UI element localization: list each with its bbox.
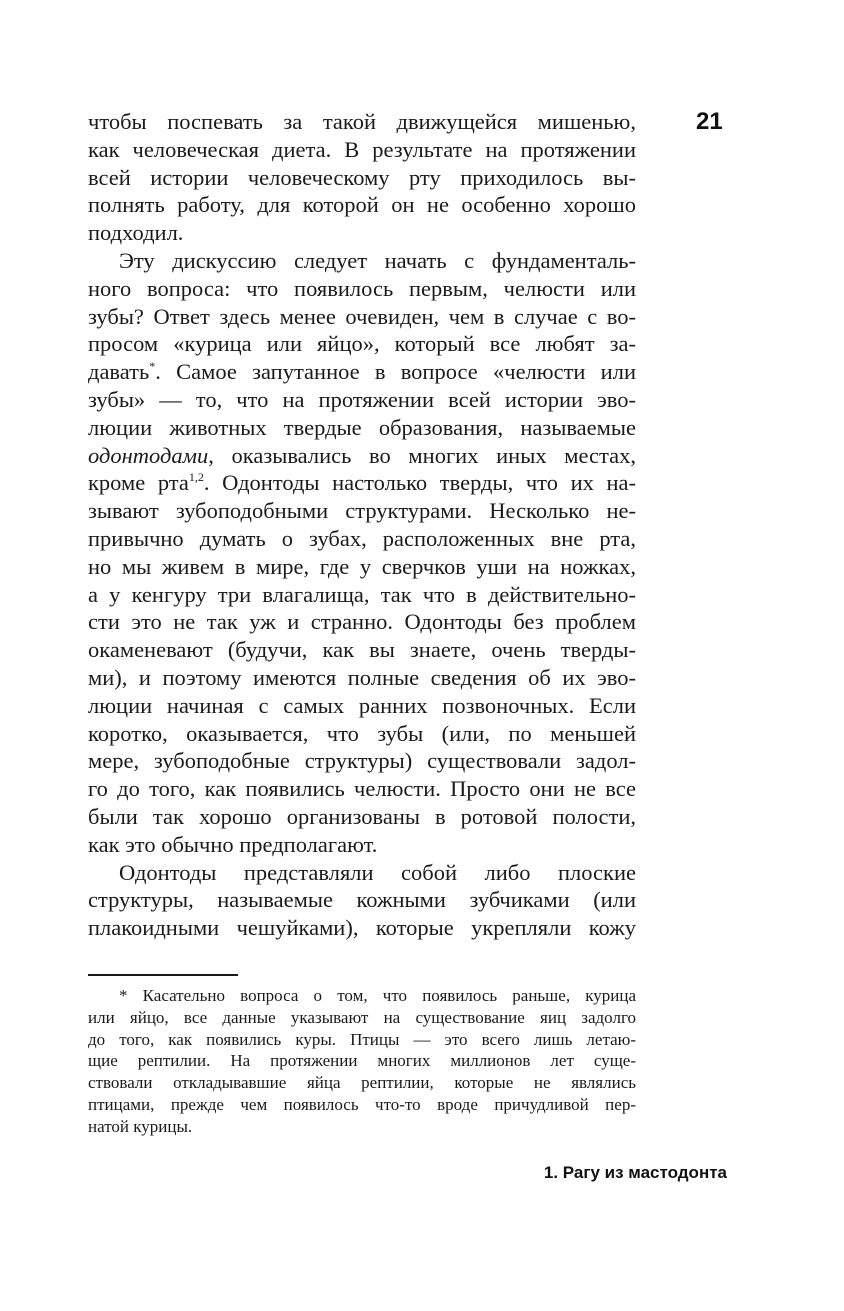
reference-marker: 1,2 [188, 470, 204, 485]
footnote-line: * Касательно вопроса о том, что появилось раньше, курица [119, 986, 636, 1005]
body-line: плакоидными чешуйками), которые укрепляли кожу [88, 915, 636, 941]
body-line: зубы» — то, что на протяжении всей истории эво- [88, 386, 636, 412]
line-text: кроме рта [88, 470, 189, 496]
line-text: . Одонтоды настолько тверды, что их на- [203, 470, 636, 496]
footnote-line: птицами, прежде чем появилось что-то вроде причудливой пер- [88, 1094, 636, 1114]
footnote-line: ствовали откладывавшие яйца рептилии, которые не являлись [88, 1073, 636, 1093]
body-line [88, 442, 636, 470]
body-line: окаменевают (будучи, как вы знаете, очень тверды- [88, 637, 636, 663]
body-line: всей истории человеческому рту приходилось вы- [88, 164, 636, 190]
footnote-marker: * [149, 359, 156, 374]
body-line [88, 469, 636, 497]
footnote-line: натой курицы. [88, 1116, 193, 1136]
line-text: . Самое запутанное в вопросе «челюсти или [155, 359, 636, 385]
body-line: как человеческая диета. В результате на протяжении [88, 136, 636, 162]
body-line: привычно думать о зубах, расположенных вне рта, [88, 525, 636, 551]
body-line: сти это не так уж и странно. Одонтоды без проблем [88, 609, 636, 635]
body-line: Одонтоды представляли собой либо плоские [119, 859, 636, 885]
body-line: ми), и поэтому имеются полные сведения об их эво- [88, 664, 636, 690]
paragraph-3 [88, 859, 636, 942]
body-line: Эту дискуссию следует начать с фундаменталь- [119, 247, 636, 273]
body-line: зубы? Ответ здесь менее очевиден, чем в случае с во- [88, 303, 636, 329]
paragraph-2 [88, 247, 636, 859]
body-line: коротко, оказывается, что зубы (или, по меньшей [88, 720, 636, 746]
page-number: 21 [696, 108, 723, 135]
running-footer-chapter-title: 1. Рагу из мастодонта [543, 1163, 727, 1182]
footnote-line: до того, как появились куры. Птицы — это всего лишь летаю- [88, 1029, 636, 1049]
line-text: , оказывались во многих иных местах, [208, 442, 636, 468]
body-line: структуры, называемые кожными зубчиками (или [88, 887, 636, 913]
footnote-line: или яйцо, все данные указывают на существование яиц задолго [88, 1007, 636, 1027]
body-line: люции животных твердые образования, называемые [88, 414, 636, 440]
line-text: давать [88, 359, 150, 385]
body-text [88, 108, 636, 942]
body-line: как это обычно предполагают. [88, 831, 378, 857]
body-line: люции начиная с самых ранних позвоночных. Если [88, 692, 636, 718]
footnote-line: щие рептилии. На протяжении многих миллионов лет суще- [88, 1051, 636, 1071]
footnote-divider [88, 974, 238, 976]
body-line: го до того, как появились челюсти. Просто они не все [88, 776, 636, 802]
body-line: полнять работу, для которой он не особенно хорошо [88, 192, 636, 218]
body-line: но мы живем в мире, где у сверчков уши на ножках, [88, 553, 636, 579]
body-line: ного вопроса: что появилось первым, челюсти или [88, 275, 636, 301]
body-line: зывают зубоподобными структурами. Несколько не- [88, 498, 636, 524]
body-line: подходил. [88, 220, 184, 246]
footnote [88, 985, 636, 1138]
body-line: были так хорошо организованы в ротовой полости, [88, 803, 636, 829]
body-line [88, 358, 636, 386]
body-line: чтобы поспевать за такой движущейся мишенью, [88, 109, 636, 134]
body-line: а у кенгуру три влагалища, так что в действительно- [88, 581, 636, 607]
body-line: мере, зубоподобные структуры) существовали задол- [88, 748, 636, 774]
paragraph-1 [88, 108, 636, 247]
body-line: просом «курица или яйцо», который все любят за- [88, 331, 636, 357]
italic-term: одонтодами [88, 442, 209, 468]
